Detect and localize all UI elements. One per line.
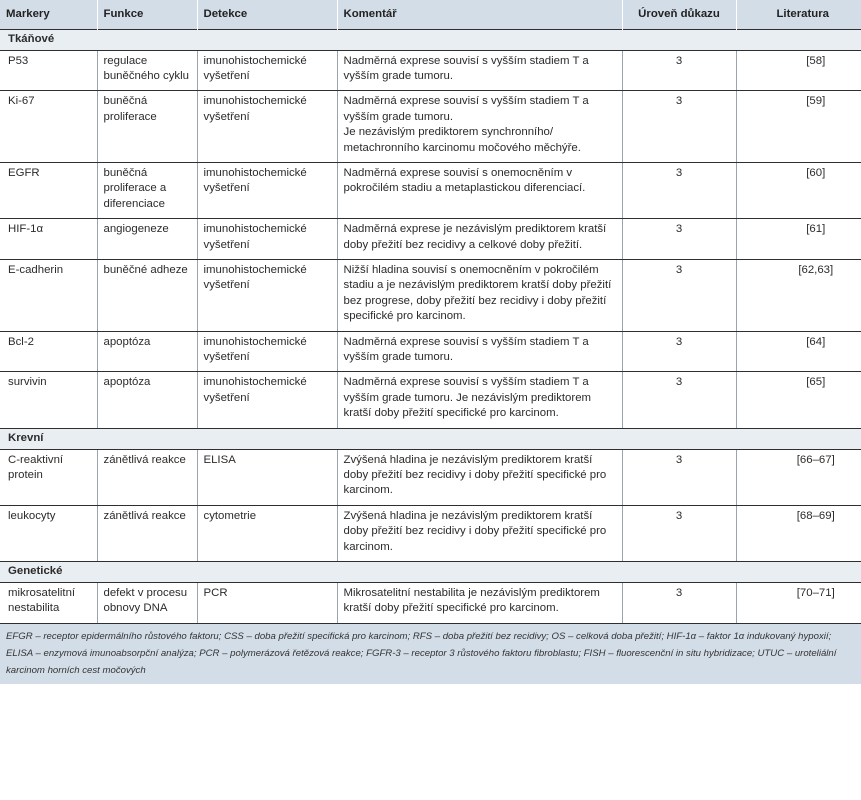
cell-komentar: Nižší hladina souvisí s onemocněním v pokročilém stadiu a je nezávislým prediktorem kratší doby přežití bez progrese, doby přežití bez recidivy i doby přežití specifické pro karcinom.	[337, 259, 622, 331]
cell-funkce: defekt v procesu obnovy DNA	[97, 583, 197, 624]
cell-uroven-dukazu: 3	[622, 449, 736, 505]
cell-komentar: Zvýšená hladina je nezávislým prediktorem kratší doby přežití bez recidivy i doby přežití specifické pro karcinom.	[337, 449, 622, 505]
cell-funkce: zánětlivá reakce	[97, 449, 197, 505]
cell-detekce: ELISA	[197, 449, 337, 505]
cell-marker: Ki-67	[0, 91, 97, 163]
cell-detekce: imunohistochemické vyšetření	[197, 259, 337, 331]
cell-funkce: apoptóza	[97, 331, 197, 372]
cell-literatura: [60]	[736, 162, 861, 218]
cell-marker: survivin	[0, 372, 97, 428]
cell-funkce: angiogeneze	[97, 219, 197, 260]
cell-marker: Bcl-2	[0, 331, 97, 372]
table-row	[0, 162, 861, 218]
header-uroven-dukazu: Úroveň důkazu	[622, 0, 736, 29]
table-row	[0, 331, 861, 372]
table-footer	[0, 623, 861, 684]
cell-detekce: imunohistochemické vyšetření	[197, 50, 337, 91]
cell-funkce: buněčné adheze	[97, 259, 197, 331]
cell-funkce: zánětlivá reakce	[97, 505, 197, 561]
group-label: Genetické	[0, 562, 861, 583]
header-literatura: Literatura	[736, 0, 861, 29]
table-row	[0, 219, 861, 260]
cell-komentar: Nadměrná exprese souvisí s vyšším stadiem T a vyšším grade tumoru.	[337, 50, 622, 91]
cell-komentar: Zvýšená hladina je nezávislým prediktorem kratší doby přežití bez recidivy i doby přežití specifické pro karcinom.	[337, 505, 622, 561]
header-markery: Markery	[0, 0, 97, 29]
cell-uroven-dukazu: 3	[622, 91, 736, 163]
table-row	[0, 372, 861, 428]
cell-marker: HIF-1α	[0, 219, 97, 260]
cell-uroven-dukazu: 3	[622, 505, 736, 561]
cell-uroven-dukazu: 3	[622, 219, 736, 260]
cell-literatura: [65]	[736, 372, 861, 428]
cell-literatura: [61]	[736, 219, 861, 260]
cell-komentar: Nadměrná exprese souvisí s onemocněním v pokročilém stadiu a metaplastickou diferenciací.	[337, 162, 622, 218]
cell-marker: C-reaktivní protein	[0, 449, 97, 505]
cell-komentar: Nadměrná exprese souvisí s vyšším stadiem T a vyšším grade tumoru.	[337, 331, 622, 372]
cell-funkce: buněčná proliferace a diferenciace	[97, 162, 197, 218]
cell-literatura: [66–67]	[736, 449, 861, 505]
group-row	[0, 29, 861, 50]
header-detekce: Detekce	[197, 0, 337, 29]
table-row	[0, 50, 861, 91]
cell-marker: leukocyty	[0, 505, 97, 561]
header-row	[0, 0, 861, 29]
table-row	[0, 505, 861, 561]
table-body	[0, 29, 861, 623]
footnote-row	[0, 623, 861, 684]
cell-marker: EGFR	[0, 162, 97, 218]
cell-funkce: apoptóza	[97, 372, 197, 428]
cell-uroven-dukazu: 3	[622, 50, 736, 91]
table-row	[0, 449, 861, 505]
cell-komentar: Nadměrná exprese je nezávislým prediktorem kratší doby přežití bez recidivy a celkové doby přežití.	[337, 219, 622, 260]
header-funkce: Funkce	[97, 0, 197, 29]
table-row	[0, 583, 861, 624]
cell-literatura: [68–69]	[736, 505, 861, 561]
cell-uroven-dukazu: 3	[622, 331, 736, 372]
table-row	[0, 259, 861, 331]
cell-uroven-dukazu: 3	[622, 583, 736, 624]
table-header	[0, 0, 861, 29]
cell-detekce: cytometrie	[197, 505, 337, 561]
group-row	[0, 562, 861, 583]
cell-komentar: Nadměrná exprese souvisí s vyšším stadiem T a vyšším grade tumoru. Je nezávislým prediktorem synchronního/ metachronního karcinomu močového měchýře.	[337, 91, 622, 163]
cell-komentar: Mikrosatelitní nestabilita je nezávislým prediktorem kratší doby přežití specifické pro karcinom.	[337, 583, 622, 624]
cell-komentar: Nadměrná exprese souvisí s vyšším stadiem T a vyšším grade tumoru. Je nezávislým prediktorem kratší doby přežití specifické pro karcinom.	[337, 372, 622, 428]
cell-detekce: imunohistochemické vyšetření	[197, 162, 337, 218]
cell-literatura: [70–71]	[736, 583, 861, 624]
table-footnote: EFGR – receptor epidermálního růstového faktoru; CSS – doba přežití specifická pro karcinom; RFS – doba přežití bez recidivy; OS – celková doba přežití; HIF-1α – faktor 1α indukovaný hypoxií; ELISA – enzymová imunoabsorpční analýza; PCR – polymerázová řetězová reakce; FGFR-3 – receptor 3 růstového faktoru fibroblastu; FISH – fluorescenční in situ hybridizace; UTUC – uroteliální karcinom horních cest močových	[0, 623, 861, 684]
cell-uroven-dukazu: 3	[622, 372, 736, 428]
cell-literatura: [59]	[736, 91, 861, 163]
cell-detekce: imunohistochemické vyšetření	[197, 331, 337, 372]
cell-uroven-dukazu: 3	[622, 162, 736, 218]
cell-detekce: PCR	[197, 583, 337, 624]
group-label: Krevní	[0, 428, 861, 449]
cell-marker: P53	[0, 50, 97, 91]
cell-detekce: imunohistochemické vyšetření	[197, 91, 337, 163]
cell-marker: E-cadherin	[0, 259, 97, 331]
table-row	[0, 91, 861, 163]
group-row	[0, 428, 861, 449]
cell-literatura: [62,63]	[736, 259, 861, 331]
cell-marker: mikrosatelitní nestabilita	[0, 583, 97, 624]
cell-detekce: imunohistochemické vyšetření	[197, 219, 337, 260]
group-label: Tkáňové	[0, 29, 861, 50]
header-komentar: Komentář	[337, 0, 622, 29]
cell-literatura: [64]	[736, 331, 861, 372]
cell-detekce: imunohistochemické vyšetření	[197, 372, 337, 428]
cell-funkce: buněčná proliferace	[97, 91, 197, 163]
cell-uroven-dukazu: 3	[622, 259, 736, 331]
cell-literatura: [58]	[736, 50, 861, 91]
cell-funkce: regulace buněčného cyklu	[97, 50, 197, 91]
